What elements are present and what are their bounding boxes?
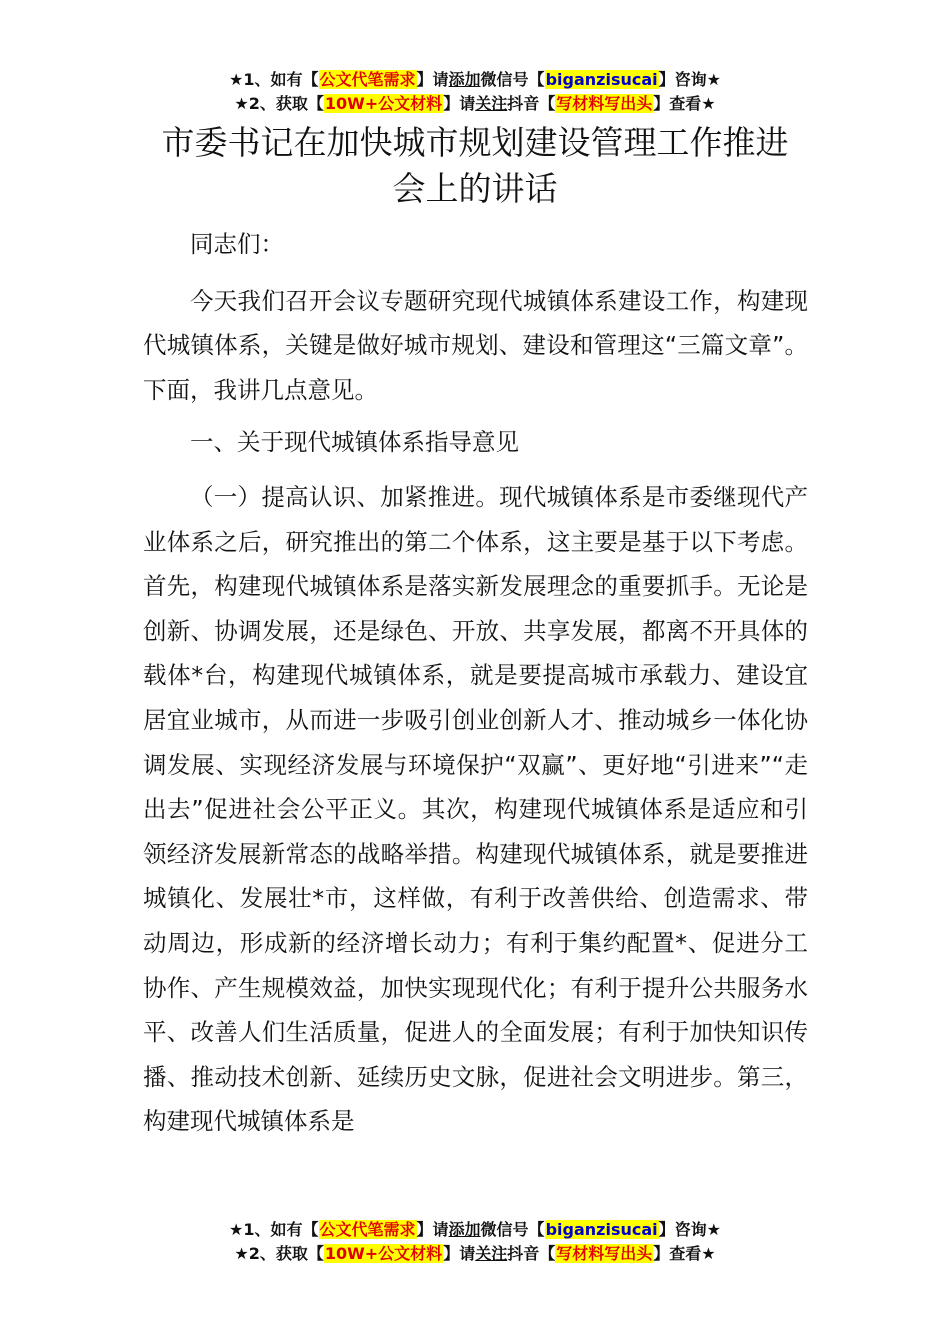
section-heading: 一、关于现代城镇体系指导意见 [190, 428, 519, 457]
banner-text: 】请 [443, 1244, 476, 1263]
banner-highlight-douyin: 写材料写出头 [556, 1244, 653, 1263]
banner-text: 】请 [416, 70, 449, 89]
banner-highlight-wechat: biganzisucai [545, 70, 658, 89]
banner-underline: 关注 [475, 94, 508, 113]
document-title [100, 120, 850, 212]
banner-text: ★2、获取【 [234, 94, 324, 113]
banner-highlight-service: 公文代笔需求 [319, 70, 416, 89]
paragraph: （一）提高认识、加紧推进。现代城镇体系是市委继现代产业体系之后，研究推出的第二个体系，这主要是基于以下考虑。首先，构建现代城镇体系是落实新发展理念的重要抓手。无论是创新、协调发展，还是绿色、开放、共享发展，都离不开具体的载体*台，构建现代城镇体系，就是要提高城市承载力、建设宜居宜业城市，从而进一步吸引创业创新人才、推动城乡一体化协调发展、实现经济发展与环境保护“双赢”、更好地“引进来”“走出去”促进社会公平正义。其次，构建现代城镇体系是适应和引领经济发展新常态的战略举措。构建现代城镇体系，就是要推进城镇化、发展壮*市，这样做，有利于改善供给、创造需求、带动周边，形成新的经济增长动力；有利于集约配置*、促进分工协作、产生规模效益，加快实现现代化；有利于提升公共服务水平、改善人们生活质量，促进人的全面发展；有利于加快知识传播、推动技术创新、延续历史文脉，促进社会文明进步。第三，构建现代城镇体系是 [143, 482, 808, 1136]
banner-text: 】查看★ [653, 94, 716, 113]
paragraph: 今天我们召开会议专题研究现代城镇体系建设工作，构建现代城镇体系，关键是做好城市规划、建设和管理这“三篇文章”。下面，我讲几点意见。 [143, 286, 808, 404]
banner-text: ★1、如有【 [229, 1220, 319, 1239]
banner-highlight-wechat: biganzisucai [545, 1220, 658, 1239]
banner-text: 微信号【 [480, 1220, 545, 1239]
banner-text: 】查看★ [653, 1244, 716, 1263]
title-line: 市委书记在加快城市规划建设管理工作推进 [161, 123, 789, 162]
banner-line-2 [0, 1242, 950, 1266]
banner-line-2 [0, 92, 950, 116]
banner-highlight-service: 公文代笔需求 [319, 1220, 416, 1239]
banner-text: 抖音【 [507, 94, 556, 113]
bottom-banner [0, 1218, 950, 1266]
banner-underline: 添加 [448, 70, 481, 89]
banner-highlight-douyin: 写材料写出头 [556, 94, 653, 113]
banner-text: 】请 [416, 1220, 449, 1239]
banner-text: 抖音【 [507, 1244, 556, 1263]
banner-line-1 [0, 68, 950, 92]
title-line: 会上的讲话 [392, 169, 558, 208]
banner-highlight-materials: 10W+公文材料 [324, 1244, 443, 1263]
banner-text: 】咨询★ [658, 1220, 721, 1239]
banner-underline: 添加 [448, 1220, 481, 1239]
banner-text: 】请 [443, 94, 476, 113]
banner-highlight-materials: 10W+公文材料 [324, 94, 443, 113]
document-body [143, 222, 808, 1152]
banner-text: ★1、如有【 [229, 70, 319, 89]
banner-underline: 关注 [475, 1244, 508, 1263]
banner-text: 微信号【 [480, 70, 545, 89]
banner-text: 】咨询★ [658, 70, 721, 89]
top-banner [0, 68, 950, 116]
banner-line-1 [0, 1218, 950, 1242]
greeting: 同志们： [190, 230, 284, 258]
banner-text: ★2、获取【 [234, 1244, 324, 1263]
